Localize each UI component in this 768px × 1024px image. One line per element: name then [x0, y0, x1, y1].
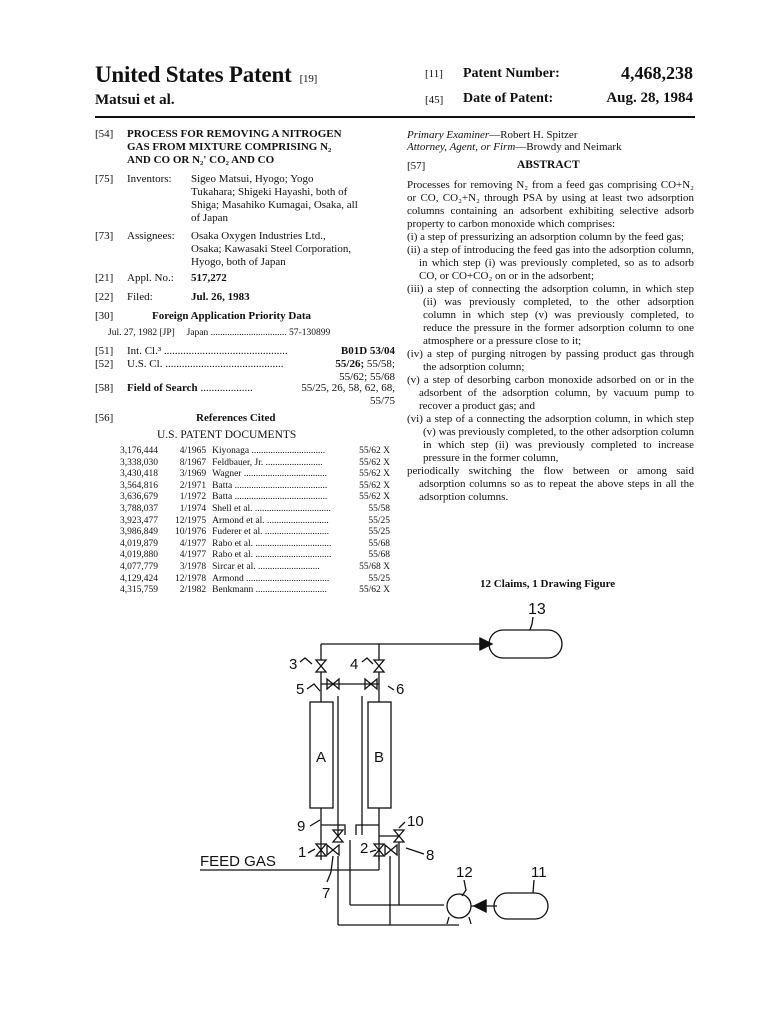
code-19: [19]: [299, 73, 318, 85]
leader-13: [530, 617, 533, 630]
reference-name: Batta .......................................: [212, 480, 328, 491]
reference-n: 4,019,880: [120, 550, 158, 561]
us-cl-label: U.S. Cl. ...........................................: [127, 358, 284, 370]
fos-line-1: 55/25, 26, 58, 62, 68,: [301, 382, 395, 394]
label-13: 13: [528, 601, 546, 618]
int-cl-label: Int. Cl.³ .............................................: [127, 345, 288, 357]
inventors-line-1: Sigeo Matsui, Hyogo; Yogo: [191, 173, 314, 185]
inventors-line-4: of Japan: [191, 212, 228, 224]
reference-cl: 55/62 X: [359, 469, 391, 480]
label-10: 10: [407, 813, 424, 830]
reference-n: 4,019,879: [120, 538, 158, 549]
field-of-search-label: Field of Search ...................: [127, 382, 253, 394]
reference-cl: 55/58: [368, 503, 391, 514]
reference-cl: 55/62 X: [359, 492, 391, 503]
fos-line-2: 55/75: [369, 395, 395, 407]
reference-d: 3/1969: [179, 469, 207, 480]
filed-label: Filed:: [127, 291, 153, 303]
reference-cl: 55/68: [368, 538, 391, 549]
reference-cl: 55/62 X: [359, 457, 391, 468]
reference-cl: 55/25: [368, 573, 391, 584]
assignees-line-2: Osaka; Kawasaki Steel Corporation,: [191, 243, 352, 255]
reference-d: 2/1982: [179, 585, 207, 596]
reference-n: 3,788,037: [120, 503, 158, 514]
assignees-line-1: Osaka Oxygen Industries Ltd.,: [191, 230, 326, 242]
reference-d: 12/1975: [175, 515, 207, 526]
assignees-label: Assignees:: [127, 230, 175, 242]
reference-n: 3,338,030: [120, 457, 158, 468]
reference-name: Rabo et al. ................................: [212, 538, 332, 549]
appl-no: 517,272: [191, 272, 227, 284]
label-4: 4: [350, 656, 359, 673]
step-v: (v) a step of desorbing carbon monoxide adsorbed on or in the adsorbent of the adsorption column, by vacuum pump to recover a product gas; and: [407, 374, 694, 412]
label-9: 9: [297, 818, 306, 835]
code-45: [45]: [425, 94, 444, 106]
abstract-heading: ABSTRACT: [517, 159, 580, 171]
label-12: 12: [456, 864, 473, 881]
reference-cl: 55/62 X: [359, 480, 391, 491]
inventors-line-3: Shiga; Masahiko Kumagai, Osaka, all: [191, 199, 358, 211]
date-label: Date of Patent:: [463, 91, 554, 106]
filed-date: Jul. 26, 1983: [191, 291, 250, 303]
reference-d: 10/1976: [175, 527, 207, 538]
reference-name: Rabo et al. ................................: [212, 550, 332, 561]
references-heading: References Cited: [196, 412, 276, 424]
reference-cl: 55/25: [368, 527, 391, 538]
reference-name: Armond et al. ..........................: [212, 515, 329, 526]
reference-cl: 55/25: [368, 515, 391, 526]
priority-row: Jul. 27, 1982 [JP] Japan ................................ 57-130899: [108, 328, 331, 338]
tag-51: [51]: [95, 345, 114, 357]
feed-gas-label: FEED GAS: [200, 853, 276, 870]
abstract-tail: periodically switching the flow between or among said adsorption columns so as to repeat the above steps in all the adsorption columns.: [407, 465, 694, 503]
valve-7: [327, 845, 339, 855]
primary-examiner: Primary Examiner—Robert H. Spitzer: [407, 129, 578, 141]
int-cl: B01D 53/04: [340, 345, 395, 357]
inventors-line-2: Tukahara; Shigeki Hayashi, both of: [191, 186, 348, 198]
reference-d: 4/1977: [179, 550, 207, 561]
reference-d: 4/1965: [179, 446, 207, 456]
label-1: 1: [298, 844, 307, 861]
reference-n: 3,986,849: [120, 527, 158, 538]
reference-name: Batta .......................................: [212, 492, 328, 503]
reference-name: Kiyonaga ...............................: [212, 446, 326, 456]
step-vi: (vi) a step of a connecting the adsorption column, in which step (v) was previously completed, to the other adsorption column in which step (ii) was previously completed to increase pressure in the former column,: [407, 413, 694, 464]
claims-count: 12 Claims, 1 Drawing Figure: [480, 578, 616, 590]
us-patent-documents: U.S. PATENT DOCUMENTS: [157, 429, 297, 441]
reference-name: Benkmann ..............................: [212, 585, 327, 596]
tank-11: [494, 893, 548, 919]
reference-n: 4,077,779: [120, 561, 158, 572]
title-line-2: GAS FROM MIXTURE COMPRISING N₂: [127, 141, 332, 153]
label-2: 2: [360, 840, 369, 857]
label-3: 3: [289, 656, 298, 673]
patent-number-label: Patent Number:: [463, 66, 560, 81]
label-6: 6: [396, 681, 405, 698]
tag-21: [21]: [95, 272, 114, 284]
check-valve-bottom: [474, 900, 486, 912]
reference-d: 1/1972: [179, 492, 207, 503]
step-ii: (ii) a step of introducing the feed gas into the adsorption column, in which step (i) was previously completed, so as to adsorb CO, or CO+CO₂ on or in the adsorbent;: [407, 244, 694, 282]
tag-52: [52]: [95, 358, 114, 370]
reference-n: 3,923,477: [120, 515, 158, 526]
valve-8: [385, 845, 397, 855]
reference-d: 2/1971: [179, 480, 207, 491]
reference-name: Shell et al. ................................: [212, 503, 331, 514]
reference-name: Armond ...................................: [212, 573, 330, 584]
reference-name: Feldbauer, Jr. ........................: [212, 457, 323, 468]
product-tank-13: [489, 630, 562, 658]
reference-d: 3/1978: [179, 561, 207, 572]
tag-57: [57]: [407, 160, 426, 172]
authors: Matsui et al.: [95, 92, 175, 108]
reference-cl: 55/62 X: [359, 585, 391, 596]
column-A-label: A: [316, 749, 327, 766]
reference-cl: 55/68 X: [359, 561, 391, 572]
reference-n: 4,129,424: [120, 573, 158, 584]
label-11: 11: [531, 864, 547, 881]
step-i: (i) a step of pressurizing an adsorption column by the feed gas;: [407, 231, 685, 243]
tag-56: [56]: [95, 412, 114, 424]
label-5: 5: [296, 681, 305, 698]
reference-n: 3,636,679: [120, 492, 158, 503]
reference-d: 8/1967: [179, 457, 207, 468]
step-iii: (iii) a step of connecting the adsorption column, in which step (ii) was previously completed, to the other adsorption column in which step (v) was previously completed, to reduce the pressure in the former adsorption column to one atmosphere or a pressure close to it;: [407, 283, 694, 347]
tag-22: [22]: [95, 291, 114, 303]
us-cl: 55/26; 55/58; 55/62; 55/68: [300, 358, 395, 384]
reference-name: Sircar et al. ..........................: [212, 561, 320, 572]
column-B-label: B: [374, 749, 385, 766]
reference-name: Wagner ...................................: [212, 469, 327, 480]
reference-name: Fuderer et al. ...........................: [212, 527, 330, 538]
assignees-line-3: Hyogo, both of Japan: [191, 256, 286, 268]
tag-54: [54]: [95, 128, 114, 140]
valve-3: [316, 660, 326, 672]
reference-cl: 55/68: [368, 550, 391, 561]
abstract-intro: Processes for removing N₂ from a feed gas comprising CO+N₂ or CO, CO₂+N₂ through PSA by using at least two adsorption columns containing an adsorbent exhibiting selective adsorb property to carbon monoxide which comprises:: [407, 179, 694, 230]
tag-75: [75]: [95, 173, 114, 185]
reference-d: 4/1977: [179, 538, 207, 549]
code-11: [11]: [425, 68, 443, 80]
patent-date: Aug. 28, 1984: [606, 90, 693, 106]
inventors-label: Inventors:: [127, 173, 172, 185]
reference-d: 12/1978: [175, 573, 207, 584]
label-8: 8: [426, 847, 435, 864]
patent-title: United States Patent [19]: [95, 62, 318, 87]
vacuum-pump-12: [447, 894, 471, 918]
reference-n: 3,176,444: [120, 446, 158, 456]
attorney: Attorney, Agent, or Firm—Browdy and Neimark: [407, 141, 622, 153]
tag-58: [58]: [95, 382, 114, 394]
tag-30: [30]: [95, 310, 114, 322]
title-line-1: PROCESS FOR REMOVING A NITROGEN: [127, 128, 342, 140]
priority-heading: Foreign Application Priority Data: [152, 310, 311, 322]
reference-n: 3,564,816: [120, 480, 158, 491]
reference-n: 3,430,418: [120, 469, 158, 480]
title-line-3: AND CO OR N₂' CO₂ AND CO: [127, 154, 275, 166]
patent-number: 4,468,238: [621, 63, 693, 83]
reference-d: 1/1974: [179, 503, 207, 514]
label-7: 7: [322, 885, 331, 902]
reference-cl: 55/62 X: [359, 446, 391, 456]
us-cl-line-2: 55/62; 55/68: [339, 371, 395, 383]
step-iv: (iv) a step of purging nitrogen by passing product gas through the adsorption column;: [407, 348, 694, 373]
valve-4: [374, 660, 384, 672]
tag-73: [73]: [95, 230, 114, 242]
reference-n: 4,315,759: [120, 585, 158, 596]
appl-label: Appl. No.:: [127, 272, 174, 284]
